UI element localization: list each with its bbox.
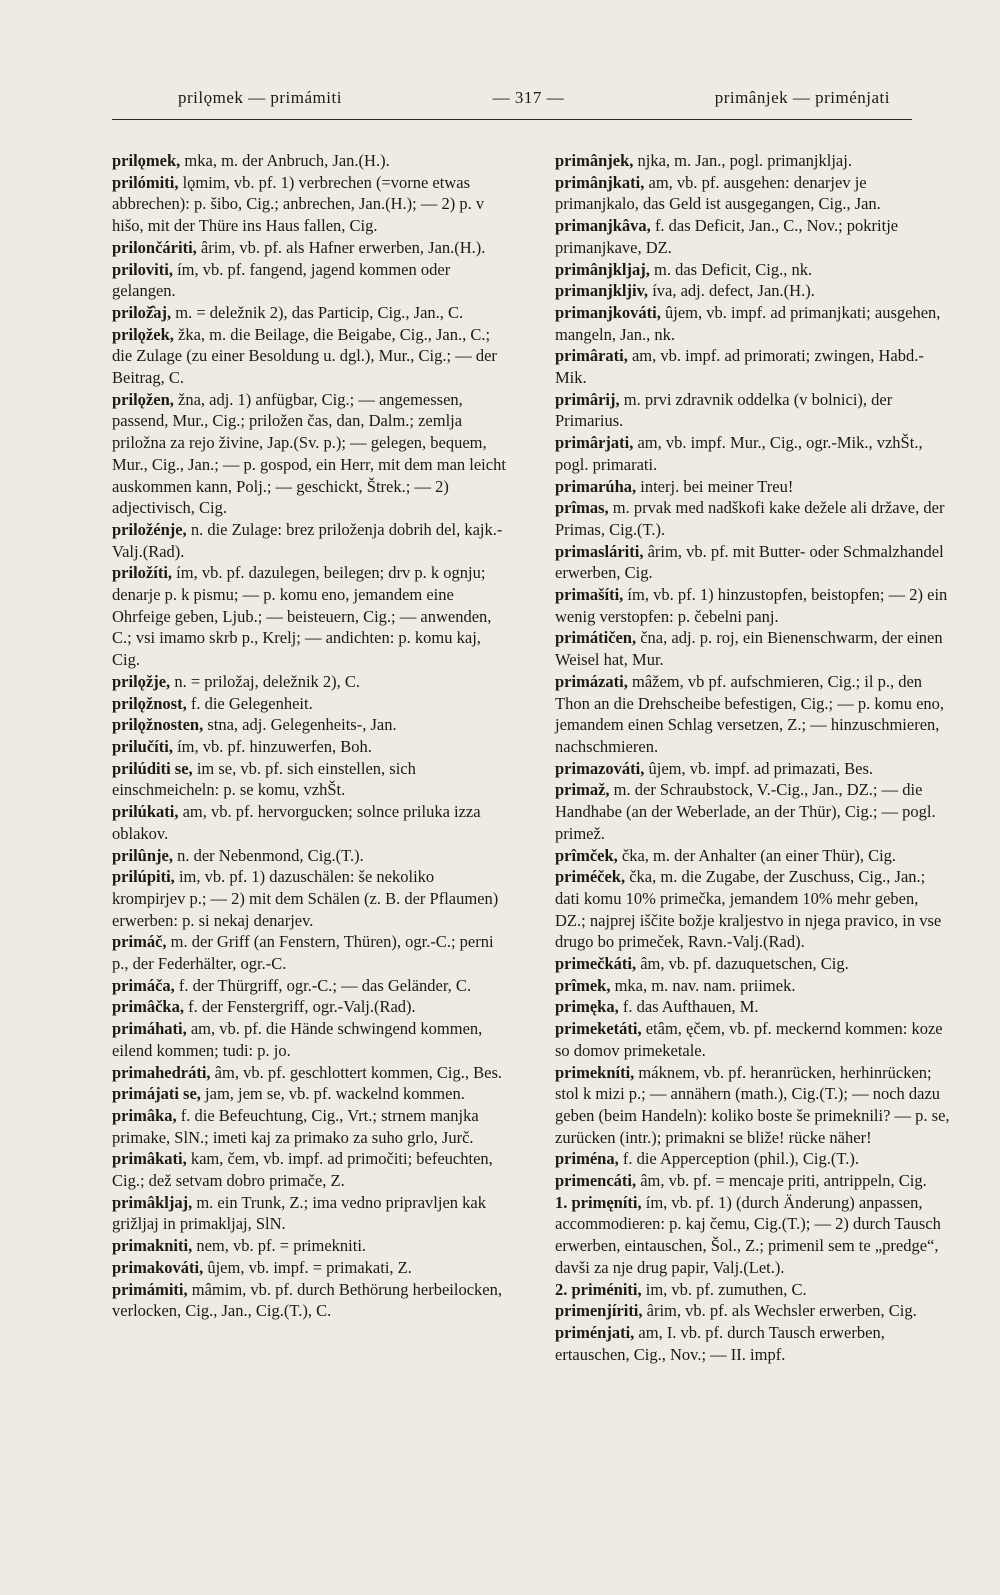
dictionary-entry (555, 758, 950, 780)
headword: primânjkljaj, (555, 259, 650, 279)
definition: f. das Aufthauen, M. (618, 997, 759, 1017)
headword: primaž, (555, 780, 610, 800)
dictionary-entry (112, 1105, 507, 1148)
definition: interj. bei meiner Treu! (636, 476, 794, 496)
dictionary-entry (555, 953, 950, 975)
dictionary-entry (112, 714, 507, 736)
headword: 2. priméniti, (555, 1279, 642, 1299)
headword: primâkati, (112, 1149, 187, 1169)
dictionary-entry (112, 519, 507, 562)
headword: prilûnje, (112, 845, 173, 865)
definition: stna, adj. Gelegenheits-, Jan. (203, 715, 397, 735)
dictionary-entry (112, 693, 507, 715)
definition: mâžem, vb pf. aufschmieren, Cig.; il p., den Thon an die Drehscheibe befestigen, Cig.; — p. komu eno, jemandem einen Schlag versetzen, Z.; — hinzuschmieren, nachschmieren. (555, 671, 945, 756)
headword: prilúditi se, (112, 758, 193, 778)
dictionary-entry (112, 866, 507, 931)
dictionary-entry (112, 237, 507, 259)
dictionary-entry (555, 627, 950, 670)
definition: jam, jem se, vb. pf. wackelnd kommen. (200, 1084, 465, 1104)
header-left: prilǫmek — primámiti (178, 88, 342, 107)
dictionary-entry (112, 1018, 507, 1061)
headword: primenjíriti, (555, 1301, 643, 1321)
dictionary-entry (112, 736, 507, 758)
definition: nem, vb. pf. = primekniti. (192, 1236, 367, 1256)
definition: m. der Schraubstock, V.-Cig., Jan., DZ.; — die Handhabe (an der Weberlade, an der Thür), Cig.; — pogl. primež. (555, 780, 936, 843)
headword: primáča, (112, 975, 175, 995)
dictionary-entry (555, 671, 950, 758)
header-rule (112, 119, 912, 120)
headword: primâčka, (112, 997, 184, 1017)
headword: priméček, (555, 867, 626, 887)
definition: čna, adj. p. roj, ein Bienenschwarm, der einen Weisel hat, Mur. (555, 628, 943, 670)
headword: primęka, (555, 997, 619, 1017)
dictionary-entry (555, 150, 950, 172)
definition: f. die Befeuchtung, Cig., Vrt.; strnem manjka primake, SlN.; imeti kaj za primako za suho grlo, Jurč. (112, 1105, 479, 1147)
definition: f. die Apperception (phil.), Cig.(T.). (618, 1149, 859, 1169)
definition: m. das Deficit, Cig., nk. (649, 259, 813, 279)
definition: im, vb. pf. 1) dazuschälen: še nekoliko krompirjev p.; — 2) mit dem Schälen (z. B. der Pflaumen) erwerben: p. si nekaj denarjev. (112, 867, 499, 930)
definition: ím, vb. pf. hinzuwerfen, Boh. (172, 736, 372, 756)
headword: primârjati, (555, 433, 634, 453)
headword: primanjkâva, (555, 216, 651, 236)
definition: f. der Thürgriff, ogr.-C.; — das Geländer, C. (174, 975, 472, 995)
definition: am, vb. impf. Mur., Cig., ogr.-Mik., vzhŠt., pogl. primarati. (555, 433, 923, 474)
definition: m. prvi zdravnik oddelka (v bolnici), der Primarius. (555, 389, 893, 431)
headword: 1. primęníti, (555, 1192, 642, 1212)
headword: primakniti, (112, 1236, 193, 1256)
headword: primazováti, (555, 758, 645, 778)
headword: primârij, (555, 389, 620, 409)
dictionary-entry (555, 259, 950, 281)
definition: im se, vb. pf. sich einstellen, sich einschmeicheln: p. se komu, vzhŠt. (112, 758, 416, 800)
definition: ârim, vb. pf. als Wechsler erwerben, Cig. (642, 1301, 917, 1321)
definition: n. der Nebenmond, Cig.(T.). (172, 845, 364, 865)
headword: primarúha, (555, 476, 637, 496)
definition: am, vb. pf. ausgehen: denarjev je primanjkalo, das Geld ist ausgegangen, Cig., Jan. (555, 172, 881, 214)
headword: prilǫmek, (112, 151, 181, 170)
dictionary-entry (555, 302, 950, 345)
dictionary-entry (555, 541, 950, 584)
definition: am, vb. pf. die Hände schwingend kommen, eilend kommen; tudi: p. jo. (112, 1019, 483, 1060)
dictionary-entry (112, 1279, 507, 1322)
dictionary-entry (555, 1062, 950, 1149)
definition: ârim, vb. pf. mit Butter- oder Schmalzhandel erwerben, Cig. (555, 541, 944, 583)
dictionary-entry (112, 1235, 507, 1257)
headword: prilómiti, (112, 172, 179, 192)
header-right: primânjek — priménjati (714, 88, 890, 107)
headword: prîmas, (555, 498, 609, 518)
definition: mâmim, vb. pf. durch Bethörung herbeilocken, verlocken, Cig., Jan., Cig.(T.), C. (112, 1279, 502, 1321)
dictionary-entry (112, 1083, 507, 1105)
headword: primâkljaj, (112, 1192, 193, 1212)
dictionary-entry (112, 1192, 507, 1235)
dictionary-entry (112, 302, 507, 324)
dictionary-entry (555, 432, 950, 475)
definition: máknem, vb. pf. heranrücken, herhinrücken; stol k mizi p.; — annähern (math.), Cig.(T.); — noch dazu geben (beim Handeln): koliko boste še primeknili? — p. se, zurücken (intr.); primakni se bliže! rücke näher! (555, 1062, 950, 1147)
definition: čka, m. der Anhalter (an einer Thür), Cig. (617, 845, 897, 865)
dictionary-entry (555, 172, 950, 215)
headword: priménjati, (555, 1322, 635, 1342)
headword: primašíti, (555, 585, 624, 605)
definition: lǫmim, vb. pf. 1) verbrechen (=vorne etwas abbrechen): p. šibo, Cig.; anbrechen, Jan.(H.); — 2) p. v hišo, mit der Thüre ins Haus fallen, Cig. (112, 172, 485, 236)
definition: f. der Fenstergriff, ogr.-Valj.(Rad). (183, 997, 416, 1017)
definition: ím, vb. pf. fangend, jagend kommen oder gelangen. (112, 259, 451, 301)
definition: čka, m. die Zugabe, der Zuschuss, Cig., Jan.; dati komu 10% primečka, jemandem 10% mehr geben, DZ.; najprej iščite božje kraljestvo in njega pravico, in vse drugo bo primeček, Ravn.-Valj.(Rad). (555, 867, 942, 952)
headword: primekníti, (555, 1062, 635, 1082)
dictionary-entry (555, 1300, 950, 1322)
dictionary-entry (555, 1170, 950, 1192)
dictionary-entry (555, 497, 950, 540)
dictionary-entry (555, 215, 950, 258)
headword: primahedráti, (112, 1062, 211, 1082)
dictionary-entry (112, 1148, 507, 1191)
headword: prilúpiti, (112, 867, 175, 887)
dictionary-entry (555, 1148, 950, 1170)
headword: prilučíti, (112, 736, 173, 756)
headword: primânjkati, (555, 172, 645, 192)
headword: prilǫžen, (112, 389, 174, 409)
headword: priména, (555, 1149, 619, 1169)
dictionary-entry (555, 845, 950, 867)
definition: etâm, ęčem, vb. pf. meckernd kommen: koze so domov primeketale. (555, 1019, 943, 1060)
dictionary-entry (112, 801, 507, 844)
headword: prilúkati, (112, 802, 179, 822)
dictionary-entry (112, 931, 507, 974)
left-column (112, 150, 507, 1322)
definition: ím, vb. pf. 1) hinzustopfen, beistopfen; — 2) ein wenig verstopfen: p. čebelni panj. (555, 585, 948, 626)
definition: ím, vb. pf. 1) (durch Änderung) anpassen, accommodieren: p. kaj čemu, Cig.(T.); — 2) durch Tausch erwerben, eintauschen, Šol., Z.; primenil sem te „predge“, davši za nje drug papir, Valj.(Let.). (555, 1192, 941, 1277)
headword: prilǫžnosten, (112, 715, 204, 735)
definition: am, I. vb. pf. durch Tausch erwerben, ertauschen, Cig., Nov.; — II. impf. (555, 1322, 885, 1364)
dictionary-entry (555, 280, 950, 302)
definition: mka, m. nav. nam. priimek. (610, 975, 796, 995)
definition: n. die Zulage: brez priloženja dobrih del, kajk.-Valj.(Rad). (112, 519, 503, 561)
definition: im, vb. pf. zumuthen, C. (641, 1279, 807, 1299)
dictionary-entry (112, 975, 507, 997)
definition: m. ein Trunk, Z.; ima vedno pripravljen kak grižljaj in primakljaj, SlN. (112, 1192, 486, 1234)
definition: žna, adj. 1) anfügbar, Cig.; — angemessen, passend, Mur., Cig.; priložen čas, dan, Dalm.; zemlja priložna za rejo živine, Jap.(Sv. p.); — gelegen, bequem, Mur., Cig., Jan.; — p. gospod, ein Herr, mit dem man leicht auskommen kann, Polj.; — geschickt, Štrek.; — 2) adjectivisch, Cig. (112, 389, 506, 518)
definition: njka, m. Jan., pogl. primanjkljaj. (633, 151, 852, 170)
dictionary-entry (112, 324, 507, 389)
dictionary-entry (555, 975, 950, 997)
definition: n. = priložaj, deležnik 2), C. (170, 671, 361, 691)
definition: kam, čem, vb. impf. ad primočiti; befeuchten, Cig.; dež setvam dobro primače, Z. (112, 1149, 493, 1191)
headword: primasláriti, (555, 541, 644, 561)
definition: am, vb. pf. hervorgucken; solnce priluka izza oblakov. (112, 802, 481, 843)
headword: primanjkováti, (555, 302, 661, 322)
definition: žka, m. die Beilage, die Beigabe, Cig., Jan., C.; die Zulage (zu einer Besoldung u. dgl.), Mur., Cig.; — der Beitrag, C. (112, 324, 497, 388)
headword: prilož̂aj, (112, 302, 172, 322)
dictionary-entry (112, 671, 507, 693)
headword: prilǫžnost, (112, 693, 187, 713)
headword: primâka, (112, 1105, 177, 1125)
page-number: — 317 — (492, 88, 565, 107)
dictionary-entry (112, 845, 507, 867)
dictionary-entry (112, 562, 507, 671)
dictionary-entry (112, 150, 507, 172)
dictionary-entry (555, 866, 950, 953)
headword: primeketáti, (555, 1019, 642, 1039)
headword: primátičen, (555, 628, 637, 648)
right-column (555, 150, 950, 1365)
headword: primázati, (555, 671, 628, 691)
headword: primanjkljiv, (555, 281, 649, 301)
dictionary-entry (112, 996, 507, 1018)
headword: primakováti, (112, 1257, 204, 1277)
dictionary-entry (555, 476, 950, 498)
definition: m. der Griff (an Fenstern, Thüren), ogr.-C.; perni p., der Federhälter, ogr.-C. (112, 932, 494, 974)
dictionary-entry (112, 1257, 507, 1279)
dictionary-entry (112, 758, 507, 801)
dictionary-entry (112, 172, 507, 237)
dictionary-entry (555, 1192, 950, 1279)
definition: f. das Deficit, Jan., C., Nov.; pokritje primanjkave, DZ. (555, 216, 899, 257)
headword: prilǫžje, (112, 671, 171, 691)
definition: m. prvak med nadškofi kake dežele ali države, der Primas, Cig.(T.). (555, 498, 945, 539)
dictionary-entry (555, 1322, 950, 1365)
definition: am, vb. impf. ad primorati; zwingen, Habd.-Mik. (555, 346, 924, 388)
dictionary-entry (555, 1279, 950, 1301)
headword: primânjek, (555, 151, 634, 170)
headword: primáhati, (112, 1019, 187, 1039)
dictionary-entry (112, 389, 507, 519)
dictionary-entry (555, 345, 950, 388)
definition: m. = deležnik 2), das Particip, Cig., Jan., C. (171, 302, 464, 322)
dictionary-entry (112, 259, 507, 302)
definition: ûjem, vb. impf. ad primazati, Bes. (644, 758, 874, 778)
definition: âm, vb. pf. dazuquetschen, Cig. (636, 954, 849, 974)
definition: âm, vb. pf. geschlottert kommen, Cig., Bes. (210, 1062, 503, 1082)
headword: primájati se, (112, 1084, 201, 1104)
definition: ûjem, vb. impf. = primakati, Z. (203, 1257, 412, 1277)
headword: prîmček, (555, 845, 618, 865)
definition: mka, m. der Anbruch, Jan.(H.). (180, 151, 390, 170)
headword: prilončáriti, (112, 237, 197, 257)
dictionary-entry (555, 779, 950, 844)
headword: priložénje, (112, 519, 187, 539)
headword: primârati, (555, 346, 628, 366)
definition: ûjem, vb. impf. ad primanjkati; ausgehen, mangeln, Jan., nk. (555, 302, 941, 344)
definition: ârim, vb. pf. als Hafner erwerben, Jan.(H.). (196, 237, 486, 257)
headword: primencáti, (555, 1171, 637, 1191)
running-header (178, 88, 890, 108)
headword: primáč, (112, 932, 167, 952)
headword: priloviti, (112, 259, 173, 279)
headword: prîmek, (555, 975, 611, 995)
headword: primámiti, (112, 1279, 188, 1299)
definition: ím, vb. pf. dazulegen, beilegen; drv p. k ognju; denarje p. k pismu; — p. komu eno, jemandem eine Ohrfeige geben, Ljub.; — beisteuern, Cig.; — anwenden, C.; vsi imamo skrb p., Krelj; — andichten: p. komu kaj, Cig. (112, 563, 492, 670)
headword: priložíti, (112, 563, 173, 583)
dictionary-entry (112, 1062, 507, 1084)
dictionary-entry (555, 389, 950, 432)
definition: íva, adj. defect, Jan.(H.). (648, 281, 815, 301)
definition: âm, vb. pf. = mencaje priti, antrippeln, Cig. (636, 1171, 927, 1191)
headword: prilǫžek, (112, 324, 174, 344)
dictionary-entry (555, 996, 950, 1018)
definition: f. die Gelegenheit. (186, 693, 313, 713)
dictionary-entry (555, 1018, 950, 1061)
dictionary-entry (555, 584, 950, 627)
headword: primečkáti, (555, 954, 637, 974)
